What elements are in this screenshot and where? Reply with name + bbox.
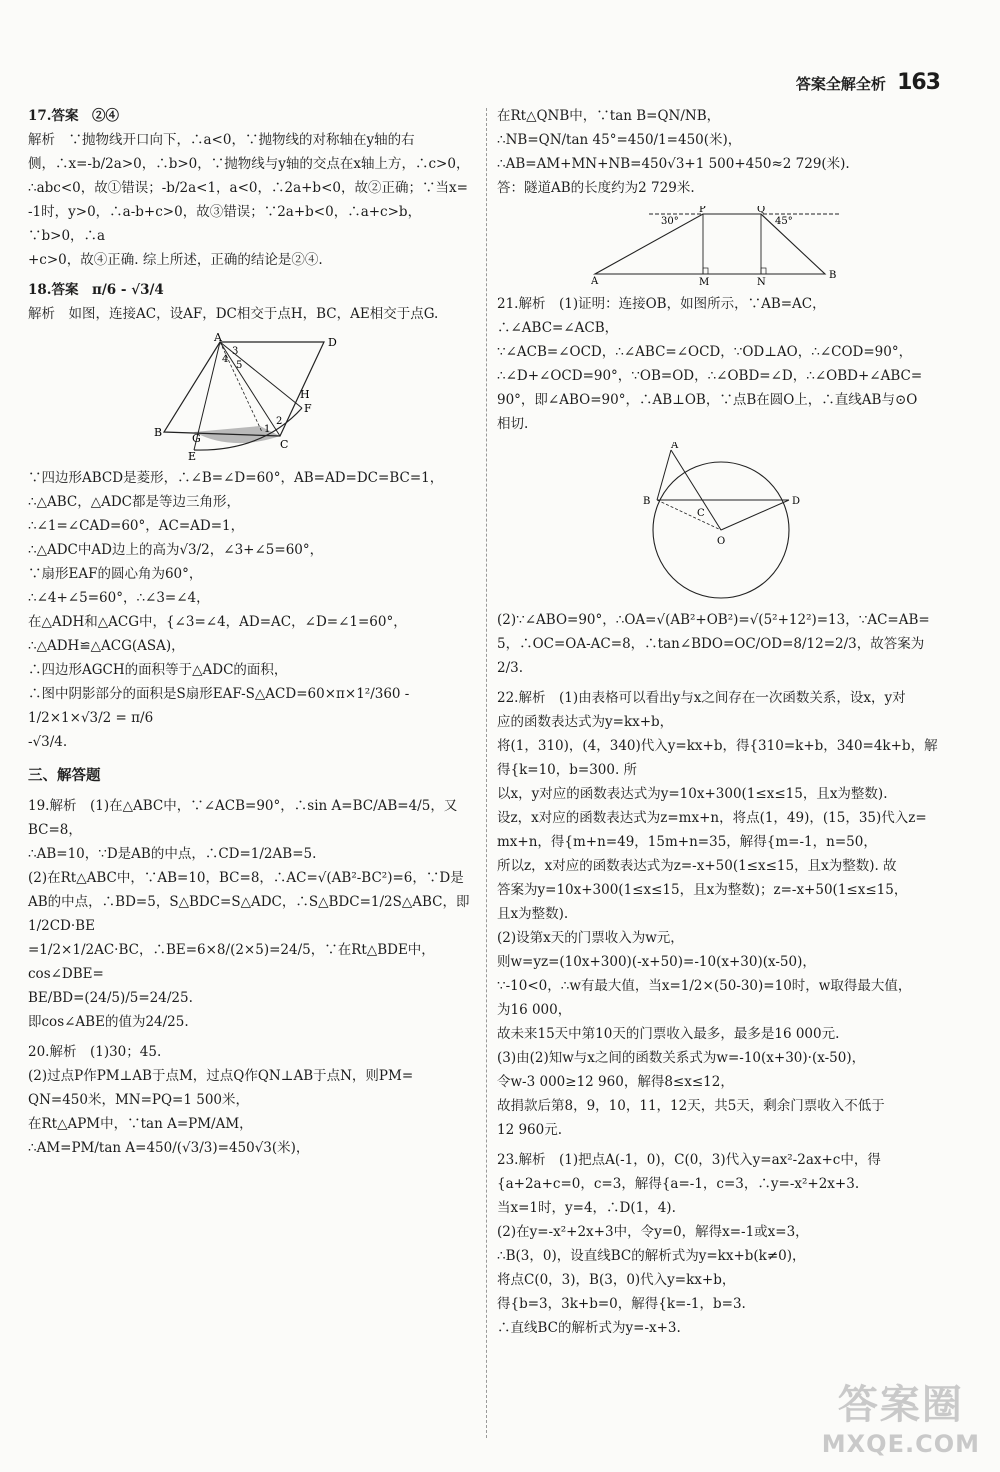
text-line: ∴直线BC的解析式为y=-x+3. xyxy=(497,1320,681,1336)
label-H: H xyxy=(300,388,310,401)
page-header xyxy=(796,70,940,95)
text-line: (3)由(2)知w与x之间的函数关系式为w=-10(x+30)·(x-50)， xyxy=(497,1050,866,1066)
text-line: ∴AB=10，∵D是AB的中点，∴CD=1/2AB=5. xyxy=(28,846,317,862)
text-line: 设z，x对应的函数表达式为z=mx+n，将点(1，49)，(15，35)代入z= xyxy=(497,810,927,826)
text-line: 故未来15天中第10天的门票收入最多，最多是16 000元. xyxy=(497,1026,840,1042)
text-line: 为16 000， xyxy=(497,1002,572,1018)
text-line: 故捐款后第8，9，10，11，12天，共5天，剩余门票收入不低于 xyxy=(497,1098,885,1114)
label-D: D xyxy=(328,336,337,349)
text-line: 应的函数表达式为y=kx+b， xyxy=(497,714,674,730)
q23-solution xyxy=(497,1148,945,1340)
circle-figure xyxy=(641,442,801,602)
text-line: 所以z，x对应的函数表达式为z=-x+50(1≤x≤15，且x为整数). 故 xyxy=(497,858,897,874)
text-line: 21.解析 (1)证明：连接OB，如图所示，∵AB=AC，∴∠ABC=∠ACB， xyxy=(497,296,826,336)
label-M: M xyxy=(699,277,710,286)
angle-4: 4 xyxy=(222,354,229,365)
text-line: 得{b=3，3k+b=0，解得{k=-1，b=3. xyxy=(497,1296,746,1312)
label-E: E xyxy=(188,450,197,460)
angle-2: 2 xyxy=(276,416,283,427)
q21-part2 xyxy=(497,608,945,680)
tunnel-figure xyxy=(591,206,851,286)
section-title: 三、解答题 xyxy=(28,768,101,784)
text-line: 在△ADH和△ACG中，{∠3=∠4，AD=AC，∠D=∠1=60°， xyxy=(28,614,407,630)
text-line: ∴△ADH≌△ACG(ASA)， xyxy=(28,638,185,654)
watermark xyxy=(822,1373,980,1458)
text-line: ∵∠ACB=∠OCD，∴∠ABC=∠OCD，∵OD⊥AO，∴∠COD=90°， xyxy=(497,344,913,360)
text-line: 将(1，310)，(4，340)代入y=kx+b，得{310=k+b，340=4k+b，解得{k=10，b=300. 所 xyxy=(497,738,938,778)
text-line: 20.解析 (1)30；45. xyxy=(28,1044,162,1060)
text-line: ∵-10<0，∴w有最大值，当x=1/2×(50-30)=10时，w取得最大值， xyxy=(497,978,912,994)
text-line: 19.解析 (1)在△ABC中，∵∠ACB=90°，∴sin A=BC/AB=4/5，又BC=8， xyxy=(28,798,458,838)
text-line: ∴AB=AM+MN+NB=450√3+1 500+450≈2 729(米). xyxy=(497,156,850,172)
text-line: 22.解析 (1)由表格可以看出y与x之间存在一次函数关系，设x，y对 xyxy=(497,690,906,706)
angle-45: 45° xyxy=(775,216,793,227)
text-line: (2)过点P作PM⊥AB于点M，过点Q作QN⊥AB于点N，则PM= xyxy=(28,1068,414,1084)
label-O: O xyxy=(717,536,726,547)
text-line: (2)在y=-x²+2x+3中，令y=0，解得x=-1或x=3， xyxy=(497,1224,809,1240)
q18-intro: 解析 如图，连接AC，设AF，DC相交于点H，BC，AE相交于点G. xyxy=(28,306,439,322)
q17-answer: 17.答案 ②④ xyxy=(28,108,119,124)
text-line: ∴B(3，0)，设直线BC的解析式为y=kx+b(k≠0)， xyxy=(497,1248,806,1264)
label-B: B xyxy=(643,496,651,507)
watermark-logo: 答案圈 xyxy=(837,1382,964,1428)
text-line: 解析 ∵抛物线开口向下，∴a<0，∵抛物线的对称轴在y轴的右 xyxy=(28,132,415,148)
q18-solution xyxy=(28,466,476,754)
column-divider xyxy=(486,108,487,1438)
label-D: D xyxy=(792,496,801,507)
label-B: B xyxy=(154,426,163,439)
text-line: AB的中点，∴BD=5，S△BDC=S△ADC，∴S△BDC=1/2S△ABC，即1/2CD·BE xyxy=(28,894,470,934)
header-title: 答案全解全析 xyxy=(795,75,886,93)
label-A: A xyxy=(214,332,222,344)
text-line: ∴∠D+∠OCD=90°，∵OB=OD，∴∠OBD=∠D，∴∠OBD+∠ABC= xyxy=(497,368,923,384)
text-line: 答案为y=10x+300(1≤x≤15，且x为整数)；z=-x+50(1≤x≤15， xyxy=(497,882,908,898)
label-C: C xyxy=(280,438,289,451)
label-B: B xyxy=(829,270,837,281)
q19-solution xyxy=(28,794,476,1034)
text-line: 相切. xyxy=(497,416,529,432)
text-line: 在Rt△QNB中，∵tan B=QN/NB， xyxy=(497,108,721,124)
text-line: ∴∠4+∠5=60°，∴∠3=∠4， xyxy=(28,590,210,606)
text-line: BE/BD=(24/5)/5=24/25. xyxy=(28,990,193,1006)
text-line: 在Rt△APM中，∵tan A=PM/AM， xyxy=(28,1116,253,1132)
text-line: ∴图中阴影部分的面积是S扇形EAF-S△ACD=60×π×1²/360 - 1/2×1×√3/2 = π/6 xyxy=(28,686,410,726)
angle-3: 3 xyxy=(232,346,239,357)
text-line: 当x=1时，y=4，∴D(1，4). xyxy=(497,1200,676,1216)
label-P: P xyxy=(699,206,706,215)
left-column xyxy=(28,104,476,1160)
text-line: -1时，y>0，∴a-b+c>0，故③错误；∵2a+b<0，∴a+c>b，∵b>0，∴a xyxy=(28,204,422,244)
text-line: 5，∴OC=OA-AC=8，∴tan∠BDO=OC/OD=8/12=2/3，故答案为2/3. xyxy=(497,636,925,676)
text-line: ∴△ABC，△ADC都是等边三角形， xyxy=(28,494,241,510)
q20-solution xyxy=(28,1040,476,1160)
text-line: ∴△ADC中AD边上的高为√3/2，∠3+∠5=60°， xyxy=(28,542,324,558)
text-line: 23.解析 (1)把点A(-1，0)，C(0，3)代入y=ax²-2ax+c中，得 xyxy=(497,1152,881,1168)
text-line: mx+n，得{m+n=49，15m+n=35，解得{m=-1，n=50， xyxy=(497,834,877,850)
q21-solution xyxy=(497,292,945,436)
text-line: ∴四边形AGCH的面积等于△ADC的面积， xyxy=(28,662,288,678)
text-line: 答：隧道AB的长度约为2 729米. xyxy=(497,180,695,196)
text-line: ∵扇形EAF的圆心角为60°， xyxy=(28,566,203,582)
text-line: -√3/4. xyxy=(28,734,68,750)
label-C: C xyxy=(697,508,705,519)
text-line: QN=450米，MN=PQ=1 500米， xyxy=(28,1092,250,1108)
label-F: F xyxy=(304,402,312,415)
text-line: (2)在Rt△ABC中，∵AB=10，BC=8，∴AC=√(AB²-BC²)=6，∵D是 xyxy=(28,870,464,886)
text-line: 12 960元. xyxy=(497,1122,563,1138)
label-Q: Q xyxy=(757,206,766,215)
q18-answer: 18.答案 π/6 - √3/4 xyxy=(28,282,164,298)
angle-5: 5 xyxy=(236,360,243,371)
text-line: 以x，y对应的函数表达式为y=10x+300(1≤x≤15，且x为整数). xyxy=(497,786,888,802)
q17-solution xyxy=(28,128,476,272)
page-number: 163 xyxy=(897,70,940,95)
right-column xyxy=(497,104,945,1340)
text-line: ∴AM=PM/tan A=450/(√3/3)=450√3(米)， xyxy=(28,1140,310,1156)
rhombus-figure xyxy=(152,332,352,460)
text-line: ∵四边形ABCD是菱形，∴∠B=∠D=60°，AB=AD=DC=BC=1， xyxy=(28,470,444,486)
text-line: ∴abc<0，故①错误；-b/2a<1，a<0，∴2a+b<0，故②正确；∵当x= xyxy=(28,180,468,196)
text-line: 令w-3 000≥12 960，解得8≤x≤12， xyxy=(497,1074,734,1090)
angle-30: 30° xyxy=(661,216,679,227)
label-G: G xyxy=(192,432,201,445)
text-line: 则w=yz=(10x+300)(-x+50)=-10(x+30)(x-50)， xyxy=(497,954,816,970)
text-line: +c>0，故④正确. 综上所述，正确的结论是②④. xyxy=(28,252,323,268)
label-A: A xyxy=(671,442,679,451)
text-line: ∴∠1=∠CAD=60°，AC=AD=1， xyxy=(28,518,245,534)
text-line: {a+2a+c=0，c=3，解得{a=-1，c=3，∴y=-x²+2x+3. xyxy=(497,1176,860,1192)
text-line: 且x为整数). xyxy=(497,906,569,922)
text-line: (2)设第x天的门票收入为w元， xyxy=(497,930,684,946)
label-A: A xyxy=(591,276,599,286)
text-line: ∴NB=QN/tan 45°=450/1=450(米)， xyxy=(497,132,742,148)
text-line: 即cos∠ABE的值为24/25. xyxy=(28,1014,189,1030)
text-line: 90°，即∠ABO=90°，∴AB⊥OB，∵点B在圆O上，∴直线AB与⊙O xyxy=(497,392,918,408)
text-line: 侧，∴x=-b/2a>0，∴b>0，∵抛物线与y轴的交点在x轴上方，∴c>0， xyxy=(28,156,470,172)
text-line: =1/2×1/2AC·BC，∴BE=6×8/(2×5)=24/5，∵在Rt△BDE中，cos∠DBE= xyxy=(28,942,435,982)
q20-continued xyxy=(497,104,945,200)
text-line: 将点C(0，3)，B(3，0)代入y=kx+b， xyxy=(497,1272,736,1288)
angle-1: 1 xyxy=(264,424,271,435)
label-N: N xyxy=(757,277,766,286)
watermark-url: MXQE.COM xyxy=(821,1430,980,1458)
text-line: (2)∵∠ABO=90°，∴OA=√(AB²+OB²)=√(5²+12²)=13，∵AC=AB= xyxy=(497,612,930,628)
q22-solution xyxy=(497,686,945,1142)
